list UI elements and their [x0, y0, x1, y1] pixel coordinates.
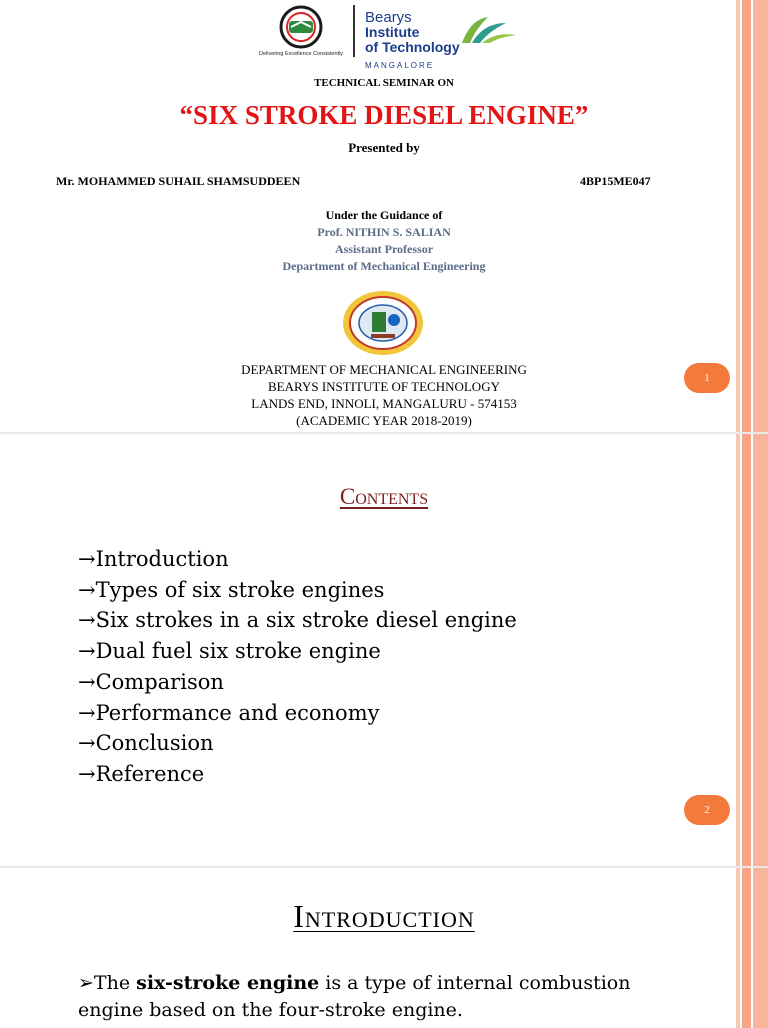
guide-title: Assistant Professor — [334, 242, 434, 256]
list-item: →Six strokes in a six stroke diesel engine — [78, 608, 517, 633]
presenter-usn: 4BP15ME047 — [580, 174, 651, 188]
list-item: →Comparison — [78, 669, 224, 694]
guide-department: Department of Mechanical Engineering — [282, 259, 486, 273]
institute-wordmark — [365, 10, 460, 73]
page-number-badge: 2 — [684, 795, 730, 825]
para-bold-term: six-stroke engine — [136, 972, 320, 994]
dept-line-1: DEPARTMENT OF MECHANICAL ENGINEERING — [241, 362, 527, 377]
list-item: →Conclusion — [78, 731, 214, 756]
logo-divider — [353, 5, 355, 57]
title-slide — [0, 0, 768, 432]
contents-list — [78, 544, 517, 790]
seminar-label: TECHNICAL SEMINAR ON — [314, 77, 454, 89]
dept-line-4: (ACADEMIC YEAR 2018-2019) — [296, 413, 472, 428]
education-seal-icon — [258, 5, 344, 67]
list-item: →Performance and economy — [78, 700, 380, 725]
presented-by-label: Presented by — [348, 140, 420, 155]
seminar-title: “SIX STROKE DIESEL ENGINE” — [179, 100, 589, 130]
list-item: →Types of six stroke engines — [78, 577, 385, 602]
list-item: →Introduction — [78, 547, 229, 571]
presenter-name: Mr. MOHAMMED SUHAIL SHAMSUDDEEN — [56, 174, 301, 188]
introduction-slide — [0, 868, 768, 1028]
list-item: →Dual fuel six stroke engine — [78, 639, 381, 664]
department-address — [0, 361, 768, 429]
leaf-logo-icon — [458, 13, 518, 47]
guide-name: Prof. NITHIN S. SALIAN — [317, 225, 451, 239]
list-item: →Reference — [78, 761, 205, 786]
logo-line-4: MANGALORE — [365, 61, 435, 70]
para-text: The — [93, 972, 137, 994]
para-text: is a type of internal combustion engine based on the four-stroke engine. — [78, 972, 631, 1021]
logo-line-3: of Technology — [365, 39, 460, 55]
guidance-label: Under the Guidance of — [325, 208, 443, 222]
logo-line-2: Institute — [365, 24, 420, 40]
university-seal-icon — [341, 290, 425, 356]
dept-line-3: LANDS END, INNOLI, MANGALURU - 574153 — [251, 396, 517, 411]
institute-logo — [258, 3, 535, 70]
page-number-badge: 1 — [684, 363, 730, 393]
decorative-side-bands — [736, 868, 768, 1028]
bullet-arrow-icon: ➢ — [78, 972, 94, 994]
svg-text:Delivering Excellence Consiste: Delivering Excellence Consistently — [258, 51, 344, 57]
logo-line-1: Bearys — [365, 9, 412, 26]
contents-slide — [0, 434, 768, 866]
introduction-heading: Introduction — [293, 898, 475, 934]
introduction-paragraph — [78, 970, 698, 1024]
contents-heading: Contents — [339, 484, 429, 509]
guidance-block — [0, 207, 768, 275]
dept-line-2: BEARYS INSTITUTE OF TECHNOLOGY — [268, 379, 500, 394]
